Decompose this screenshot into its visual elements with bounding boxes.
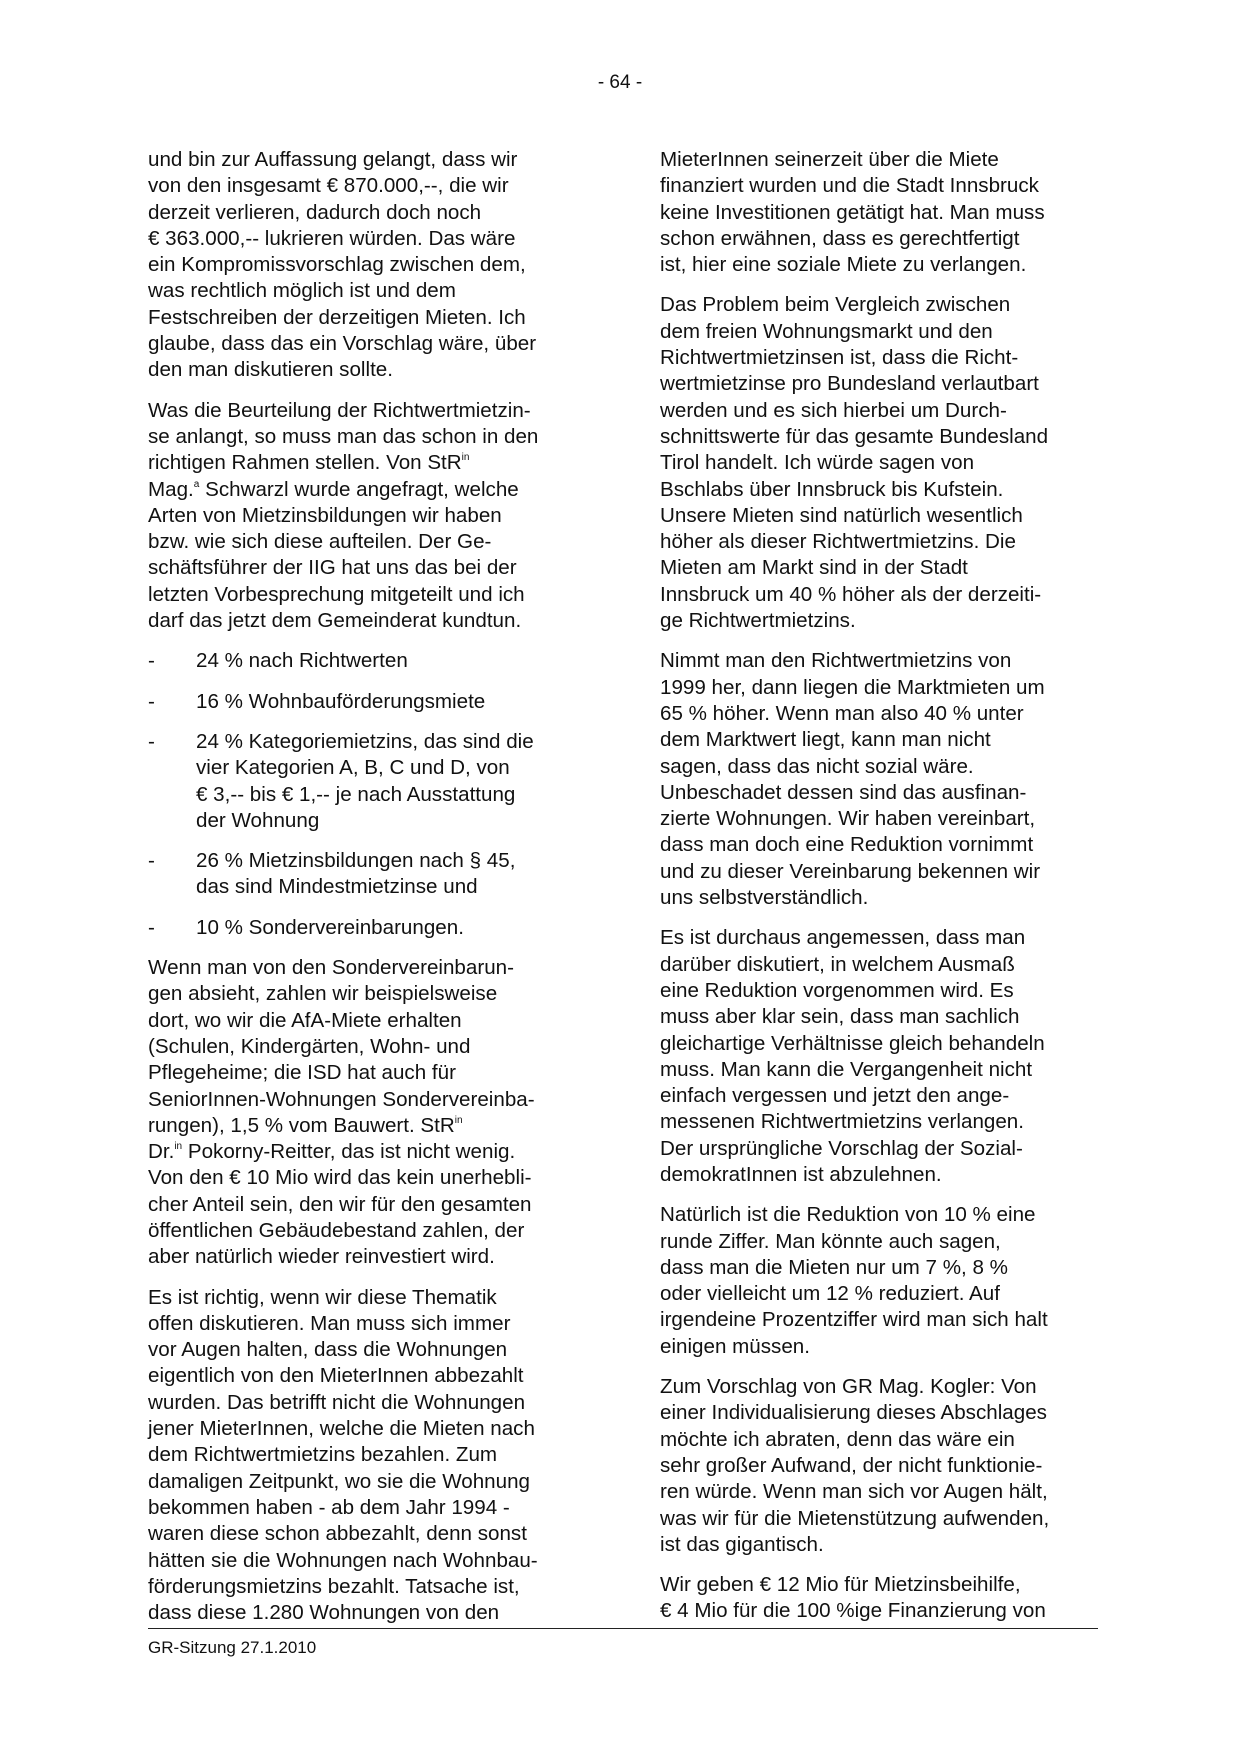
list-item-text: 24 % nach Richtwerten bbox=[196, 649, 408, 673]
paragraph: Nimmt man den Richtwertmietzins von 1999 her, dann liegen die Marktmieten um 65 % höher. Wenn man also 40 % unter dem Marktwert liegt, kann man nicht sagen, dass das nicht sozial wäre. Unbeschadet dessen sind das ausfinan- zierte Wohnungen. Wir haben vereinbart, dass man doch eine Reduktion vornimmt und zu dieser Vereinbarung bekennen wir uns selbstverständlich. bbox=[660, 649, 1045, 910]
list-item bbox=[148, 848, 588, 901]
list-item-text: 10 % Sondervereinbarungen. bbox=[196, 915, 464, 939]
list-dash: - bbox=[148, 915, 155, 939]
list-item bbox=[148, 648, 588, 674]
list-item bbox=[148, 689, 588, 715]
list-item-text: 16 % Wohnbauförderungsmiete bbox=[196, 689, 486, 713]
mietzins-list bbox=[148, 648, 588, 941]
page-number: - 64 - bbox=[597, 72, 643, 93]
list-item bbox=[148, 915, 588, 941]
footer-divider bbox=[148, 1628, 1098, 1629]
paragraph: Zum Vorschlag von GR Mag. Kogler: Von einer Individualisierung dieses Abschlages möchte ich abraten, denn das wäre ein sehr großer Aufwand, der nicht funktionie- ren würde. Wenn man sich vor Augen hält, was wir für die Mietenstützung aufwenden, ist das gigantisch. bbox=[660, 1375, 1050, 1556]
paragraph: und bin zur Auffassung gelangt, dass wir von den insgesamt € 870.000,--, die wir derzeit verlieren, dadurch doch noch € 363.000,-- lukrieren würden. Das wäre ein Kompromissvorschlag zwischen dem, was rechtlich möglich ist und dem Festschreiben der derzeitigen Mieten. Ich glaube, dass das ein Vorschlag wäre, über den man diskutieren sollte. bbox=[148, 148, 537, 382]
list-item-text: 24 % Kategoriemietzins, das sind die vier Kategorien A, B, C und D, von € 3,-- bis € 1,-- je nach Ausstattung der Wohnung bbox=[196, 729, 534, 832]
paragraph: Es ist richtig, wenn wir diese Thematik offen diskutieren. Man muss sich immer vor Augen halten, dass die Wohnungen eigentlich von den MieterInnen abbezahlt wurden. Das betrifft nicht die Wohnungen jener MieterInnen, welche die Mieten nach dem Richtwertmietzins bezahlen. Zum damaligen Zeitpunkt, wo sie die Wohnung bekommen haben - ab dem Jahr 1994 - waren diese schon abbezahlt, denn sonst hätten sie die Wohnungen nach Wohnbau- förderungsmietzins bezahlt. Tatsache ist, dass diese 1.280 Wohnungen von den bbox=[148, 1285, 538, 1625]
paragraph: Wenn man von den Sondervereinbarun- gen absieht, zahlen wir beispielsweise dort, wo wir die AfA-Miete erhalten (Schulen, Kindergärten, Wohn- und Pflegeheime; die ISD hat auch für SeniorInnen-Wohnungen Sondervereinba- rungen), 1,5 % vom Bauwert. StR$^{in}$ Dr.$^{in}$ Pokorny-Reitter, das ist nicht wenig. Von den € 10 Mio wird das kein unerhebli- cher Anteil sein, den wir für den gesamten öffentlichen Gebäudebestand zahlen, der aber natürlich wieder reinvestiert wird. bbox=[148, 956, 535, 1269]
footer-session-date: GR-Sitzung 27.1.2010 bbox=[148, 1638, 317, 1657]
list-dash: - bbox=[148, 849, 155, 873]
list-item-text: 26 % Mietzinsbildungen nach § 45, das sind Mindestmietzinse und bbox=[196, 849, 516, 899]
list-item bbox=[148, 729, 588, 834]
paragraph: MieterInnen seinerzeit über die Miete finanziert wurden und die Stadt Innsbruck keine Investitionen getätigt hat. Man muss schon erwähnen, dass es gerechtfertigt ist, hier eine soziale Miete zu verlangen. bbox=[660, 148, 1045, 277]
list-dash: - bbox=[148, 649, 155, 673]
paragraph: Das Problem beim Vergleich zwischen dem freien Wohnungsmarkt und den Richtwertmietzinsen ist, dass die Richt- wertmietzinse pro Bundesland verlautbart werden und es sich hierbei um Durch- schnittswerte für das gesamte Bundesland Tirol handelt. Ich würde sagen von Bschlabs über Innsbruck bis Kufstein. Unsere Mieten sind natürlich wesentlich höher als dieser Richtwertmietzins. Die Mieten am Markt sind in der Stadt Innsbruck um 40 % höher als der derzeiti- ge Richtwertmietzins. bbox=[660, 293, 1049, 633]
list-dash: - bbox=[148, 689, 155, 713]
paragraph: Natürlich ist die Reduktion von 10 % eine runde Ziffer. Man könnte auch sagen, dass man die Mieten nur um 7 %, 8 % oder vielleicht um 12 % reduziert. Auf irgendeine Prozentziffer wird man sich halt einigen müssen. bbox=[660, 1203, 1048, 1358]
paragraph: Was die Beurteilung der Richtwertmietzin- se anlangt, so muss man das schon in den richtigen Rahmen stellen. Von StR$^{in}$ Mag.$^a$ Schwarzl wurde angefragt, welche Arten von Mietzinsbildungen wir haben bzw. wie sich diese aufteilen. Der Ge- schäftsführer der IIG hat uns das bei der letzten Vorbesprechung mitgeteilt und ich darf das jetzt dem Gemeinderat kundtun. bbox=[148, 398, 539, 633]
list-dash: - bbox=[148, 729, 155, 753]
paragraph: Es ist durchaus angemessen, dass man darüber diskutiert, in welchem Ausmaß eine Reduktion vorgenommen wird. Es muss aber klar sein, dass man sachlich gleichartige Verhältnisse gleich behandeln muss. Man kann die Vergangenheit nicht einfach vergessen und jetzt den ange- messenen Richtwertmietzins verlangen. Der ursprüngliche Vorschlag der Sozial- demokratInnen ist abzulehnen. bbox=[660, 926, 1045, 1186]
left-column bbox=[148, 147, 588, 1640]
right-column bbox=[660, 147, 1100, 1639]
paragraph: Wir geben € 12 Mio für Mietzinsbeihilfe, € 4 Mio für die 100 %ige Finanzierung von bbox=[660, 1573, 1046, 1623]
